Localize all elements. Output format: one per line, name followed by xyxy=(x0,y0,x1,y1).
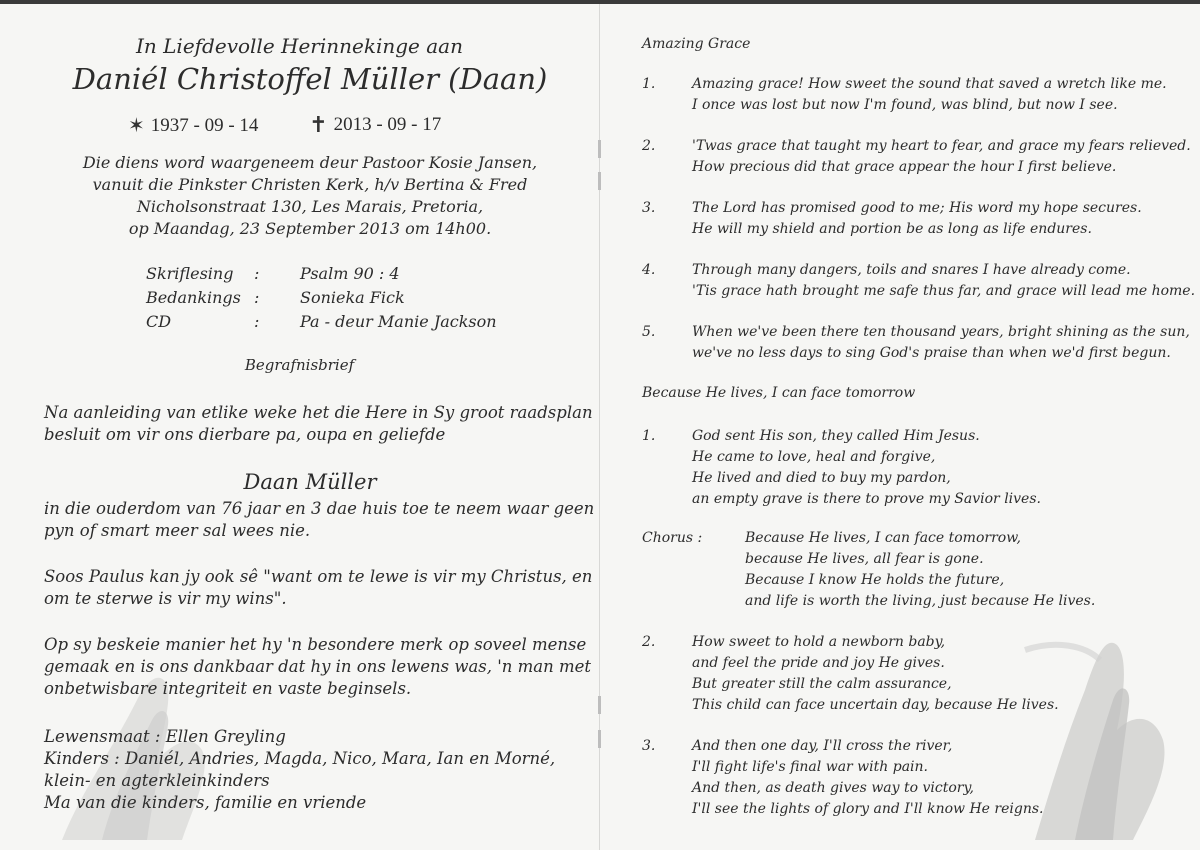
verse xyxy=(692,426,1041,510)
family-line: Kinders : Daniél, Andries, Magda, Nico, Mara, Ian en Morné, xyxy=(44,749,556,768)
verse-number: 1. xyxy=(642,76,656,92)
paragraph xyxy=(44,498,594,542)
family-list xyxy=(44,726,555,814)
verse-line: God sent His son, they called Him Jesus. xyxy=(692,428,980,444)
service-line: op Maandag, 23 September 2013 om 14h00. xyxy=(128,219,492,238)
birth-date: 1937 - 09 - 14 xyxy=(150,114,259,136)
verse-line: I'll fight life's final war with pain. xyxy=(692,759,928,775)
family-line: klein- en agterkleinkinders xyxy=(44,771,270,790)
verse-line: He will my shield and portion be as long as life endures. xyxy=(692,221,1092,237)
deceased-name: Daniél Christoffel Müller (Daan) xyxy=(72,62,548,96)
intro-text xyxy=(44,402,593,446)
detail-value: Pa - deur Manie Jackson xyxy=(300,312,497,331)
chorus-line: Because He lives, I can face tomorrow, xyxy=(745,530,1021,546)
verse-number: 3. xyxy=(642,738,656,754)
paragraph-line: in die ouderdom van 76 jaar en 3 dae huis toe te neem waar geen xyxy=(44,499,595,518)
verse-line: 'Tis grace hath brought me safe thus far, and grace will lead me home. xyxy=(692,283,1196,299)
left-page xyxy=(0,0,599,850)
chorus-label: Chorus : xyxy=(642,530,703,546)
detail-colon: : xyxy=(254,312,260,331)
verse-number: 2. xyxy=(642,138,656,154)
verse-line: This child can face uncertain day, because He lives. xyxy=(692,697,1059,713)
detail-label: Bedankings xyxy=(146,288,241,307)
service-line: Nicholsonstraat 130, Les Marais, Pretoria, xyxy=(136,197,484,216)
verse-number: 1. xyxy=(642,428,656,444)
verse-line: I'll see the lights of glory and I'll know He reigns. xyxy=(692,801,1044,817)
verse-line: When we've been there ten thousand years, bright shining as the sun, xyxy=(692,324,1190,340)
verse-line: How precious did that grace appear the hour I first believe. xyxy=(692,159,1117,175)
verse-line: Amazing grace! How sweet the sound that saved a wretch like me. xyxy=(692,76,1167,92)
verse-line: The Lord has promised good to me; His word my hope secures. xyxy=(692,200,1142,216)
cross-icon: ✝ xyxy=(309,112,328,137)
memorial-heading: In Liefdevolle Herinnekinge aan xyxy=(136,34,463,58)
verse-number: 2. xyxy=(642,634,656,650)
paragraph-line: pyn of smart meer sal wees nie. xyxy=(44,521,311,540)
intro-line: Na aanleiding van etlike weke het die Here in Sy groot raadsplan xyxy=(44,403,593,422)
right-page xyxy=(600,0,1200,850)
service-line: Die diens word waargeneem deur Pastoor Kosie Jansen, xyxy=(82,153,538,172)
paragraph-line: gemaak en is ons dankbaar dat hy in ons lewens was, 'n man met xyxy=(44,657,592,676)
paragraph-line: onbetwisbare integriteit en vaste beginsels. xyxy=(44,679,412,698)
death-date-item xyxy=(263,112,441,138)
verse-line: He lived and died to buy my pardon, xyxy=(692,470,951,486)
verse xyxy=(692,736,1043,820)
life-dates xyxy=(128,112,441,138)
verse-line: He came to love, heal and forgive, xyxy=(692,449,936,465)
verse xyxy=(692,74,1167,116)
paragraph-line: om te sterwe is vir my wins". xyxy=(44,589,287,608)
verse-line: Through many dangers, toils and snares I have already come. xyxy=(692,262,1131,278)
verse-line: 'Twas grace that taught my heart to fear, and grace my fears relieved. xyxy=(692,138,1191,154)
detail-label: CD xyxy=(146,312,172,331)
family-line: Lewensmaat : Ellen Greyling xyxy=(44,727,286,746)
verse-number: 3. xyxy=(642,200,656,216)
verse-number: 5. xyxy=(642,324,656,340)
paragraph xyxy=(44,634,591,700)
family-line: Ma van die kinders, familie en vriende xyxy=(44,793,367,812)
verse xyxy=(692,198,1142,240)
short-name: Daan Müller xyxy=(243,470,377,494)
star-icon: ✶ xyxy=(128,115,145,137)
death-date: 2013 - 09 - 17 xyxy=(333,114,442,135)
verse-line: and feel the pride and joy He gives. xyxy=(692,655,945,671)
verse xyxy=(692,632,1059,716)
chorus xyxy=(745,528,1095,612)
intro-line: besluit om vir ons dierbare pa, oupa en geliefde xyxy=(44,425,446,444)
service-line: vanuit die Pinkster Christen Kerk, h/v Bertina & Fred xyxy=(92,175,528,194)
verse-line: we've no less days to sing God's praise than when we'd first begun. xyxy=(692,345,1171,361)
paragraph-line: Soos Paulus kan jy ook sê "want om te lewe is vir my Christus, en xyxy=(44,567,593,586)
verse-line: And then one day, I'll cross the river, xyxy=(692,738,953,754)
detail-colon: : xyxy=(254,264,260,283)
verse-line: But greater still the calm assurance, xyxy=(692,676,952,692)
paragraph-line: Op sy beskeie manier het hy 'n besondere merk op soveel mense xyxy=(44,635,587,654)
verse-line: an empty grave is there to prove my Savior lives. xyxy=(692,491,1041,507)
verse xyxy=(692,136,1191,178)
letter-heading: Begrafnisbrief xyxy=(244,356,355,374)
detail-colon: : xyxy=(254,288,260,307)
verse-number: 4. xyxy=(642,262,656,278)
chorus-line: and life is worth the living, just because He lives. xyxy=(745,593,1096,609)
detail-value: Sonieka Fick xyxy=(300,288,405,307)
song-title: Amazing Grace xyxy=(642,36,751,52)
detail-value: Psalm 90 : 4 xyxy=(300,264,400,283)
paragraph xyxy=(44,566,592,610)
verse-line: And then, as death gives way to victory, xyxy=(692,780,974,796)
song-title: Because He lives, I can face tomorrow xyxy=(642,385,916,401)
verse xyxy=(692,260,1195,302)
verse-line: I once was lost but now I'm found, was blind, but now I see. xyxy=(692,97,1118,113)
chorus-line: because He lives, all fear is gone. xyxy=(745,551,984,567)
verse-line: How sweet to hold a newborn baby, xyxy=(692,634,946,650)
service-info xyxy=(0,152,620,240)
verse xyxy=(692,322,1190,364)
detail-label: Skriflesing xyxy=(146,264,234,283)
chorus-line: Because I know He holds the future, xyxy=(745,572,1005,588)
birth-date-item xyxy=(128,113,258,138)
